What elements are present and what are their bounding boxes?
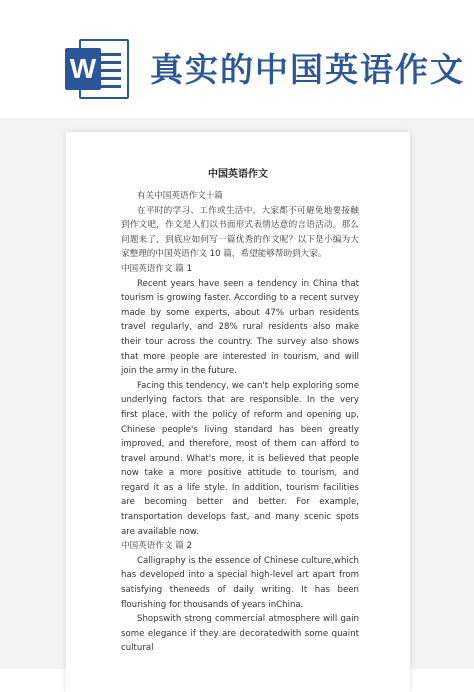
document-page (66, 132, 410, 692)
document-subtitle: 有关中国英语作文十篇 (137, 191, 223, 201)
word-badge: W (65, 48, 101, 90)
word-document-icon (65, 39, 131, 99)
document-title: 中国英语作文 (208, 169, 268, 180)
document-preview-area (0, 118, 474, 669)
banner (0, 0, 474, 118)
body-paragraph: Calligraphy is the essence of Chinese culture,which has developed into a special high-level art apart from satisfying theneeds of daily writing. It has been flourishing for thousands of years inChina. (121, 555, 359, 610)
body-paragraph: Facing this tendency, we can't help exploring some underlying factors that are responsible. In the very first place, with the policy of reform and opening up, Chinese people's living standard has been greatly improved, and therefore, most of them can afford to travel around. What's more, it is believed that people now take a more positive attitude to tourism, and regard it as a life style. In addition, tourism facilities are becoming better and better. For example, transportation develops fast, and many scenic spots are available now. (121, 380, 359, 537)
section-heading: 中国英语作文 篇 1 (121, 263, 193, 274)
banner-title: 真实的中国英语作文 (150, 50, 465, 89)
intro-paragraph: 在平时的学习、工作或生活中，大家都不可避免地要接触到作文吧，作文是人们以书面形式表情达意的言语活动。那么问题来了，到底应如何写一篇优秀的作文呢？以下是小编为大家整理的中国英语作文 10 篇，希望能够帮助到大家。 (121, 205, 359, 260)
body-paragraph: Recent years have seen a tendency in China that tourism is growing faster. According to a recent survey made by some experts, about 47% urban residents travel regularly, and 28% rural residents also make their tour across the country. The survey also shows that more people are interested in tourism, and will join the army in the future. (121, 278, 359, 377)
body-paragraph: Shopswith strong commercial atmosphere will gain some elegance if they are decoratedwith some quaint cultural (121, 614, 359, 654)
section-heading: 中国英语作文 篇 2 (121, 541, 193, 552)
document-body (121, 189, 359, 656)
